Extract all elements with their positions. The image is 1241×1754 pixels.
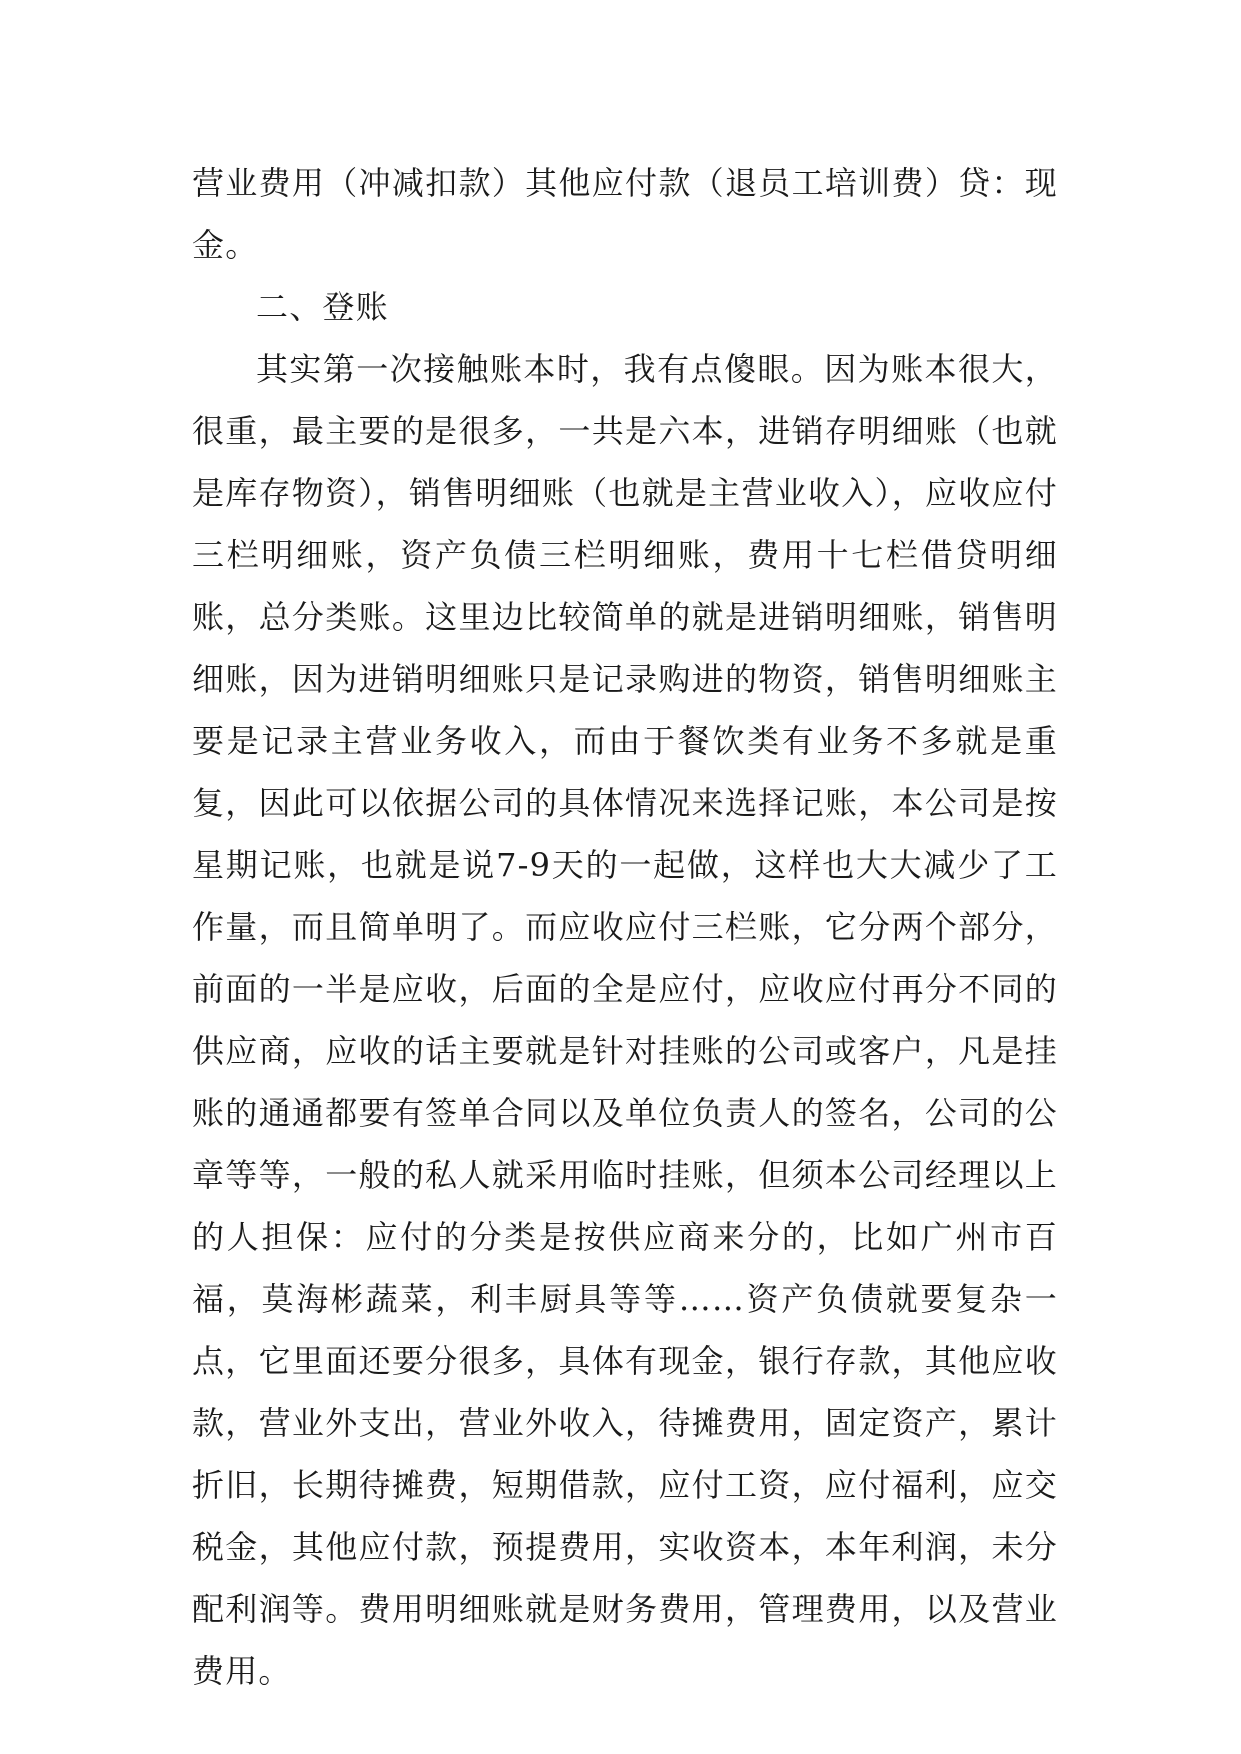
section-heading-posting: 二、登账 — [256, 288, 389, 326]
paragraph-ledger-description: 其实第一次接触账本时，我有点傻眼。因为账本很大，很重，最主要的是很多，一共是六本，进销存明细账（也就是库存物资），销售明细账（也就是主营业收入），应收应付三栏明细账，资产负债三栏明细账，费用十七栏借贷明细账，总分类账。这里边比较简单的就是进销明细账，销售明细账，因为进销明细账只是记录购进的物资，销售明细账主要是记录主营业务收入，而由于餐饮类有业务不多就是重复，因此可以依据公司的具体情况来选择记账，本公司是按星期记账，也就是说7-9天的一起做，这样也大大减少了工作量，而且简单明了。而应收应付三栏账，它分两个部分，前面的一半是应收，后面的全是应付，应收应付再分不同的供应商，应收的话主要就是针对挂账的公司或客户，凡是挂账的通通都要有签单合同以及单位负责人的签名，公司的公章等等，一般的私人就采用临时挂账，但须本公司经理以上的人担保：应付的分类是按供应商来分的，比如广州市百福，莫海彬蔬菜，利丰厨具等等……资产负债就要复杂一点，它里面还要分很多，具体有现金，银行存款，其他应收款，营业外支出，营业外收入，待摊费用，固定资产，累计折旧，长期待摊费，短期借款，应付工资，应付福利，应交税金，其他应付款，预提费用，实收资本，本年利润，未分配利润等。费用明细账就是财务费用，管理费用，以及营业费用。 — [192, 350, 1058, 1690]
paragraph-entry-continuation: 营业费用（冲减扣款）其他应付款（退员工培训费）贷：现金。 — [192, 164, 1058, 264]
document-body — [192, 152, 1058, 1702]
